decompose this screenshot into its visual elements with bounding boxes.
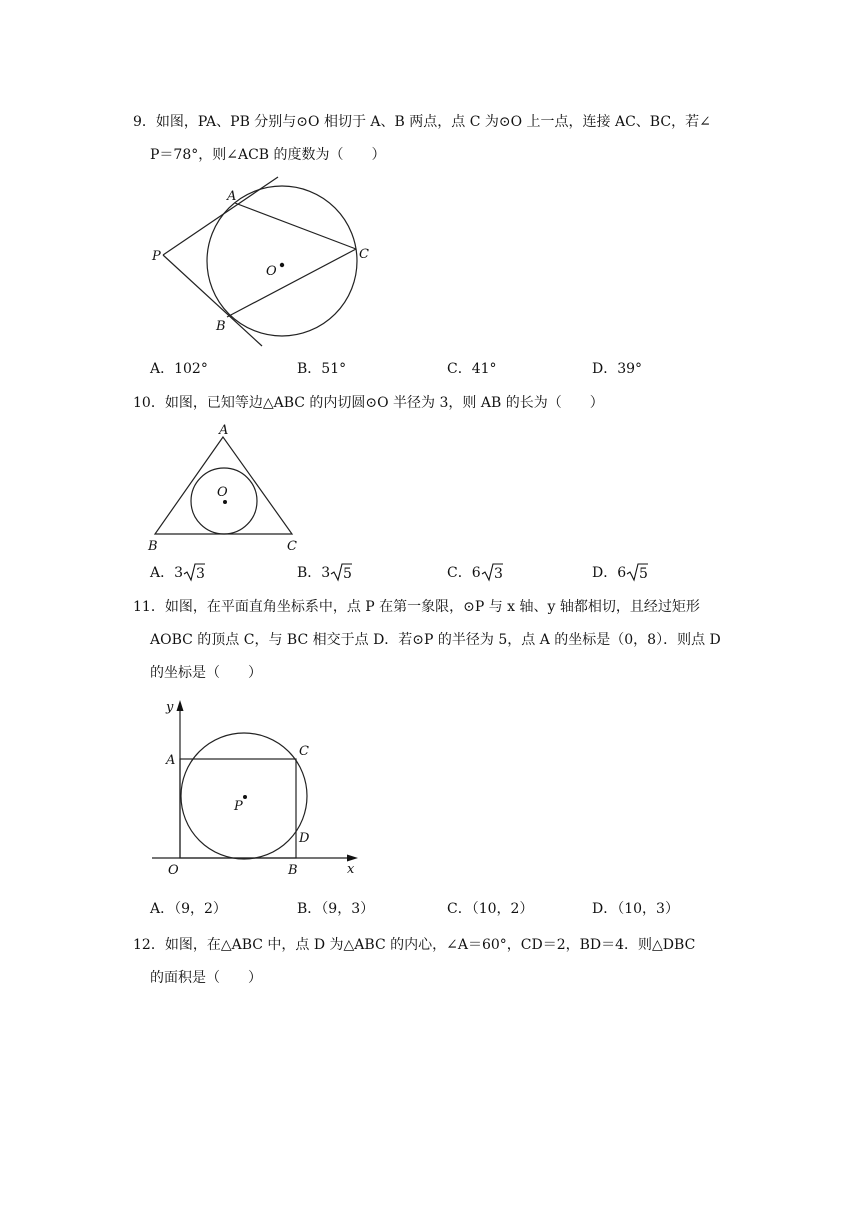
q10-option-b bbox=[297, 562, 352, 583]
q10-option-a-radicand: 3 bbox=[196, 566, 205, 582]
q10-option-b-letter: B． bbox=[297, 565, 322, 581]
q11-label-y: y bbox=[166, 700, 174, 715]
q9-label-p: P bbox=[152, 249, 161, 264]
q12-text-line2: 的面积是（ ） bbox=[150, 970, 262, 986]
q11-y-arrow bbox=[177, 700, 184, 711]
q11-text-line1: 11．如图，在平面直角坐标系中，点 P 在第一象限，⊙P 与 x 轴、y 轴都相切，且经过矩形 bbox=[133, 599, 700, 615]
q11-option-a: A．（9，2） bbox=[150, 901, 227, 917]
q12-text-line1: 12．如图，在△ABC 中，点 D 为△ABC 的内心，∠A＝60°，CD＝2，BD＝4．则△DBC bbox=[133, 937, 696, 953]
q11-label-c: C bbox=[299, 744, 309, 759]
q11-text-line2: AOBC 的顶点 C，与 BC 相交于点 D．若⊙P 的半径为 5，点 A 的坐标是（0，8）．则点 D bbox=[150, 632, 721, 648]
q10-option-c-letter: C． bbox=[447, 565, 472, 581]
q10-option-c-coef: 6 bbox=[471, 565, 481, 581]
q11-option-b: B．（9，3） bbox=[297, 901, 375, 917]
q10-option-b-sqrt-icon bbox=[330, 562, 352, 582]
q9-label-o: O bbox=[266, 264, 277, 279]
q10-option-a-sqrt-icon bbox=[183, 562, 205, 582]
q9-text-line1: 9．如图，PA、PB 分别与⊙O 相切于 A、B 两点，点 C 为⊙O 上一点，连接 AC、BC，若∠ bbox=[133, 114, 711, 130]
q10-text-line1: 10．如图，已知等边△ABC 的内切圆⊙O 半径为 3，则 AB 的长为（ ） bbox=[133, 395, 604, 411]
q9-tangent-pa bbox=[163, 177, 278, 255]
q11-label-o: O bbox=[168, 863, 179, 878]
q10-center-dot bbox=[223, 500, 227, 504]
q11-label-b: B bbox=[288, 863, 298, 878]
q11-label-d: D bbox=[299, 831, 310, 846]
q10-option-a bbox=[150, 562, 205, 583]
q10-option-d-letter: D． bbox=[592, 565, 618, 581]
q10-option-a-coef: 3 bbox=[174, 565, 184, 581]
q10-label-o: O bbox=[217, 485, 228, 500]
q9-label-b: B bbox=[216, 319, 226, 334]
q9-center-dot bbox=[280, 263, 284, 267]
q9-text-line2: P＝78°，则∠ACB 的度数为（ ） bbox=[150, 147, 386, 163]
q9-option-b: B．51° bbox=[297, 361, 347, 377]
q10-option-c-radicand: 3 bbox=[493, 566, 503, 582]
q9-label-c: C bbox=[359, 247, 369, 262]
q10-option-d-coef: 6 bbox=[617, 565, 627, 581]
q11-x-arrow bbox=[347, 855, 358, 862]
q11-option-c: C．（10，2） bbox=[447, 901, 534, 917]
q11-label-p: P bbox=[234, 799, 243, 814]
q10-option-d-sqrt-icon bbox=[626, 562, 648, 582]
q11-center-dot bbox=[243, 795, 247, 799]
q10-label-a: A bbox=[219, 423, 229, 438]
q9-tangent-pb bbox=[163, 255, 262, 346]
q9-option-c: C．41° bbox=[447, 361, 497, 377]
q10-option-b-radicand: 5 bbox=[343, 566, 353, 582]
q10-option-d-radicand: 5 bbox=[639, 566, 649, 582]
q9-option-a: A．102° bbox=[150, 361, 208, 377]
q10-label-b: B bbox=[148, 539, 158, 554]
q10-label-c: C bbox=[287, 539, 297, 554]
q11-option-d: D．（10，3） bbox=[592, 901, 679, 917]
q9-option-d: D．39° bbox=[592, 361, 643, 377]
q10-option-a-letter: A． bbox=[150, 565, 175, 581]
q11-label-x: x bbox=[347, 862, 355, 877]
q9-segment-bc bbox=[227, 249, 356, 317]
q9-label-a: A bbox=[227, 189, 237, 204]
q10-option-c-sqrt-icon bbox=[481, 562, 503, 582]
q10-option-d bbox=[592, 562, 648, 583]
q11-label-a: A bbox=[166, 753, 176, 768]
q10-option-c bbox=[447, 562, 503, 583]
q11-text-line3: 的坐标是（ ） bbox=[150, 665, 262, 681]
q9-segment-ac bbox=[235, 203, 356, 249]
q10-option-b-coef: 3 bbox=[321, 565, 331, 581]
